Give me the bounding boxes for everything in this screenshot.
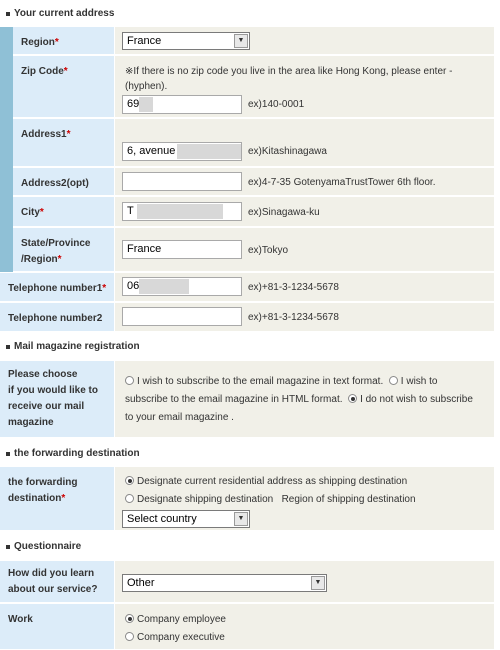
row-state: State/Province /Region* France ex)Tokyo	[13, 228, 494, 272]
square-bullet-icon	[6, 12, 10, 16]
row-work: Work Company employee Company executive	[0, 604, 494, 650]
square-bullet-icon	[6, 345, 10, 349]
work-employee-radio[interactable]	[125, 614, 134, 623]
section-questionnaire-heading: Questionnaire	[0, 533, 500, 560]
forward-other-radio[interactable]	[125, 494, 134, 503]
section-address-heading: Your current address	[0, 0, 500, 27]
row-zip: Zip Code* ※If there is no zip code you live in the area like Hong Kong, please enter - (hyphen). 69 ex)140-0001	[13, 56, 494, 118]
learn-service-select[interactable]: Other ▼	[122, 574, 327, 592]
mail-none-radio[interactable]	[348, 394, 357, 403]
work-executive-radio[interactable]	[125, 632, 134, 641]
row-telephone2: Telephone number2 ex)+81-3-1234-5678	[0, 303, 494, 332]
indent-bar	[0, 27, 13, 272]
chevron-down-icon: ▼	[234, 512, 248, 526]
region-select[interactable]: France ▼	[122, 32, 250, 50]
row-city: City* T ex)Sinagawa-ku	[13, 197, 494, 227]
row-telephone1: Telephone number1* 06 ex)+81-3-1234-5678	[0, 273, 494, 302]
zip-input[interactable]: 69	[122, 95, 242, 114]
mail-html-radio[interactable]	[389, 376, 398, 385]
address1-input[interactable]: 6, avenue	[122, 142, 242, 161]
chevron-down-icon: ▼	[311, 576, 325, 590]
forward-current-radio[interactable]	[125, 476, 134, 485]
row-address2: Address2(opt) ex)4-7-35 GotenyamaTrustTower 6th floor.	[13, 168, 494, 196]
square-bullet-icon	[6, 545, 10, 549]
city-input[interactable]: T	[122, 202, 242, 221]
section-mail-heading: Mail magazine registration	[0, 333, 500, 360]
telephone2-input[interactable]	[122, 307, 242, 326]
section-forwarding-heading: the forwarding destination	[0, 440, 500, 467]
row-region: Region* France ▼	[13, 27, 494, 55]
row-mail-magazine: Please choose if you would like to receive our mail magazine I wish to subscribe to the email magazine in text format. I wish to subscribe to the email magazine in HTML format. I do not wish to subscribe to your email magazine .	[0, 361, 494, 438]
telephone1-input[interactable]: 06	[122, 277, 242, 296]
row-forwarding: the forwarding destination* Designate current residential address as shipping destination Designate shipping destination Region of shipping destination Select country ▼	[0, 467, 494, 531]
country-select[interactable]: Select country ▼	[122, 510, 250, 528]
zip-note: ※If there is no zip code you live in the area like Hong Kong, please enter - (hyphen).	[125, 66, 453, 92]
chevron-down-icon: ▼	[234, 34, 248, 48]
mail-text-radio[interactable]	[125, 376, 134, 385]
square-bullet-icon	[6, 452, 10, 456]
state-input[interactable]: France	[122, 240, 242, 259]
row-learn-service: How did you learn about our service? Other ▼	[0, 561, 494, 603]
row-address1: Address1* 6, avenue ex)Kitashinagawa	[13, 119, 494, 167]
address2-input[interactable]	[122, 172, 242, 191]
